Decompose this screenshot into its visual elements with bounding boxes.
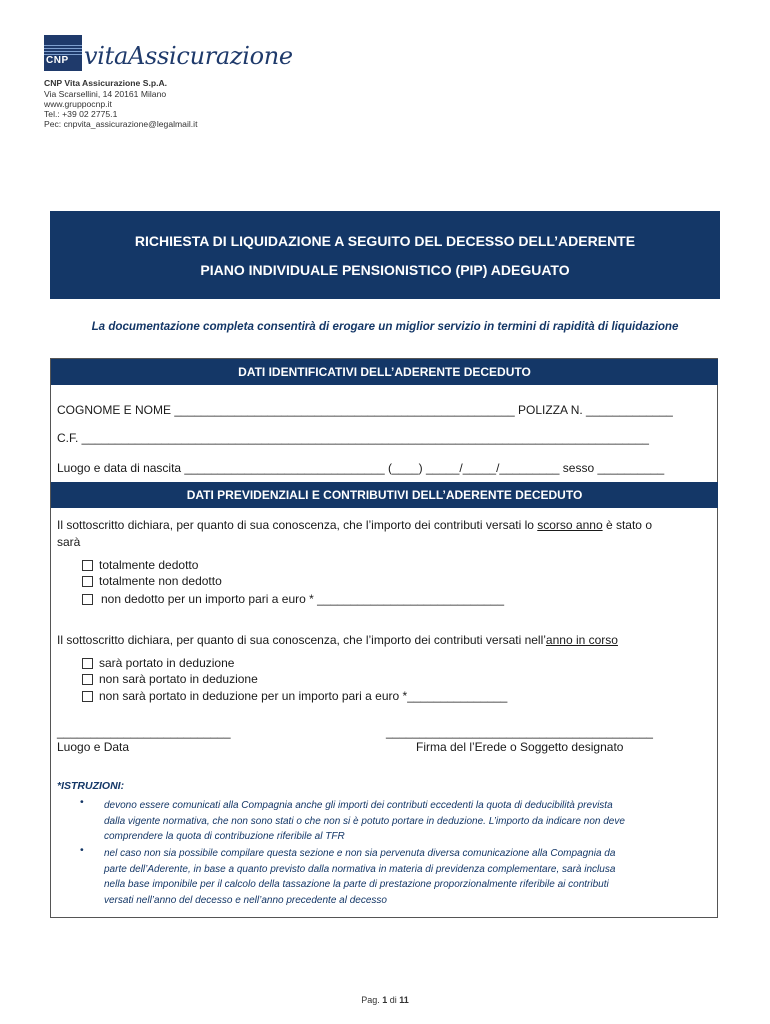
title-line-1: RICHIESTA DI LIQUIDAZIONE A SEGUITO DEL DECESSO DELL’ADERENTE	[134, 233, 636, 249]
company-website: www.gruppocnp.it	[44, 99, 112, 109]
option-will-not-deduct-amount[interactable]: non sarà portato in deduzione per un importo pari a euro *_______________	[99, 689, 508, 703]
option-will-not-deduct: non sarà portato in deduzione	[99, 672, 258, 686]
field-tax-code[interactable]: C.F. _____________________________________________________________________________________	[57, 431, 649, 445]
field-name-policy[interactable]: COGNOME E NOME ___________________________________________________ POLIZZA N. _____________	[57, 403, 673, 417]
current-year-underlined: anno in corso	[545, 633, 618, 647]
checkbox-will-deduct[interactable]	[82, 658, 93, 669]
company-phone: Tel.: +39 02 2775.1	[44, 109, 118, 119]
declaration-1-cont: sarà	[57, 535, 81, 549]
checkbox-will-not-deduct-amount[interactable]	[82, 691, 93, 702]
checkbox-fully-not-deducted[interactable]	[82, 576, 93, 587]
title-banner	[50, 211, 720, 299]
place-date-label: Luogo e Data	[57, 740, 130, 754]
option-fully-not-deducted: totalmente non dedotto	[99, 574, 222, 588]
title-line-2: PIANO INDIVIDUALE PENSIONISTICO (PIP) ADEGUATO	[200, 262, 570, 278]
instruction-item-1: devono essere comunicati alla Compagnia anche gli importi dei contributi eccedenti la quota di deducibilità prevista dalla vigente normativa, che non sono stati o che non si è potuto portare in deduzione. L’importo da indicare non deve comprendere la quota di contribuzione riferibile al TFR	[104, 800, 625, 843]
logo-wordmark: vitaAssicurazione	[84, 42, 293, 70]
bullet-1: •	[80, 796, 84, 808]
instruction-item-2: nel caso non sia possibile compilare questa sezione e non sia pervenuta diversa comunicazione alla Compagnia da parte dell’Aderente, in base a quanto previsto dalla normativa in materia di previdenza complementare, sarà inclusa nella base imponibile per il calcolo della tassazione la parte di prestazione proporzionalmente riferibile ai contributi versati nell’anno del decesso e nell’anno precedente al decesso	[104, 848, 616, 906]
option-fully-deducted: totalmente dedotto	[99, 558, 199, 572]
declaration-2: Il sottoscritto dichiara, per quanto di sua conoscenza, che l’importo dei contributi versati nell’anno in corso	[57, 633, 618, 647]
company-name: CNP Vita Assicurazione S.p.A.	[44, 78, 168, 88]
bullet-2: •	[80, 844, 84, 856]
option-will-deduct: sarà portato in deduzione	[99, 656, 235, 670]
instructions-title: *ISTRUZIONI:	[57, 780, 125, 792]
section-contributions-header: DATI PREVIDENZIALI E CONTRIBUTIVI DELL’ADERENTE DECEDUTO	[51, 482, 718, 508]
signature-line[interactable]: ________________________________________	[386, 725, 653, 739]
last-year-underlined: scorso anno	[537, 518, 603, 532]
company-pec: Pec: cnpvita_assicurazione@legalmail.it	[44, 119, 198, 129]
page-number: Pag. 1 di 11	[361, 995, 409, 1005]
checkbox-fully-deducted[interactable]	[82, 560, 93, 571]
company-address: Via Scarsellini, 14 20161 Milano	[44, 89, 167, 99]
checkbox-will-not-deduct[interactable]	[82, 674, 93, 685]
section-identification-header: DATI IDENTIFICATIVI DELL’ADERENTE DECEDUTO	[51, 359, 718, 385]
subtitle: La documentazione completa consentirà di erogare un miglior servizio in termini di rapidità di liquidazione	[91, 320, 679, 333]
signature-label: Firma del l’Erede o Soggetto designato	[416, 740, 624, 754]
checkbox-not-deducted-amount[interactable]	[82, 594, 93, 605]
option-not-deducted-amount[interactable]: non dedotto per un importo pari a euro * ____________________________	[101, 592, 505, 606]
field-birth-data[interactable]: Luogo e data di nascita ______________________________ (____) _____/_____/_________ sesso __________	[57, 461, 665, 475]
logo-cnp-text: CNP	[46, 55, 69, 66]
declaration-1: Il sottoscritto dichiara, per quanto di sua conoscenza, che l’importo dei contributi versati lo scorso anno è stato o	[57, 518, 652, 532]
place-date-line[interactable]: __________________________	[57, 725, 231, 739]
